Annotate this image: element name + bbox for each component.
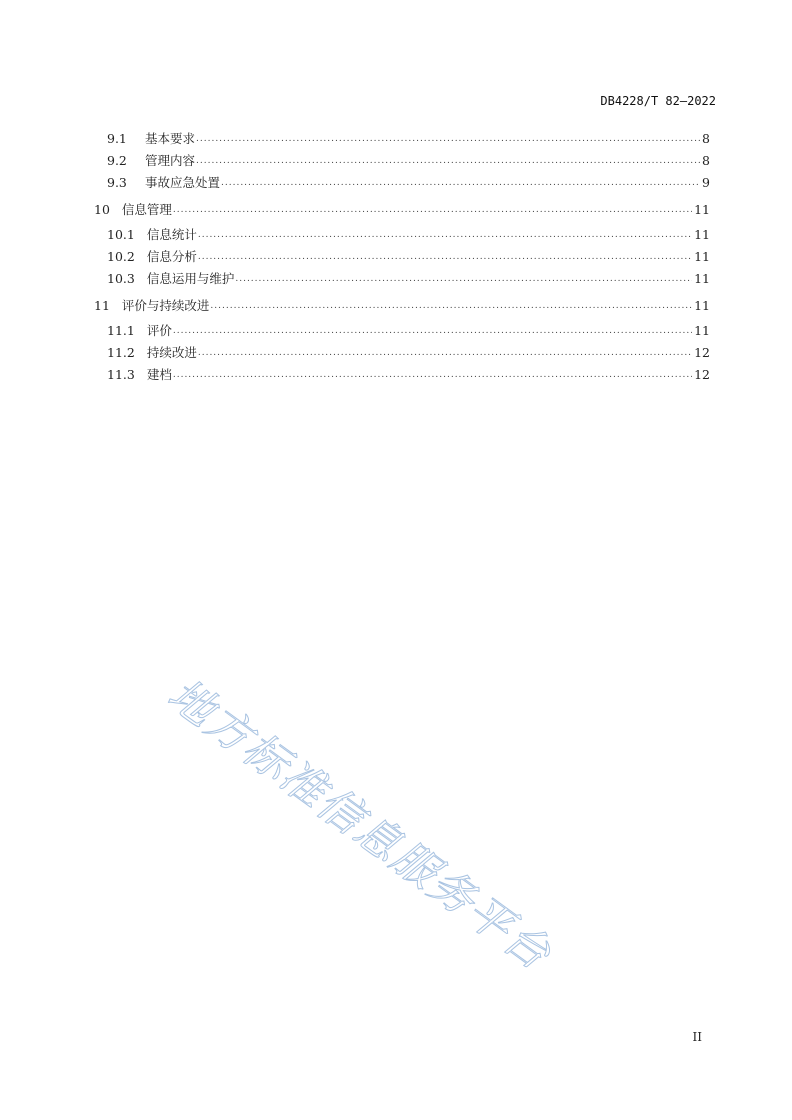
toc-entry-title: 信息统计 — [146, 227, 197, 242]
toc-entry-title: 基本要求 — [145, 131, 196, 146]
toc-leader-dots — [210, 295, 692, 317]
toc-entry-title: 评价与持续改进 — [121, 298, 210, 313]
toc-entry-page: 12 — [694, 345, 710, 360]
toc-leader-dots — [196, 150, 700, 172]
toc-entry-title: 信息管理 — [121, 202, 172, 217]
toc-leader-dots — [173, 199, 692, 221]
toc-entry-page: 11 — [694, 298, 710, 313]
toc-entry-number: 11.1 — [107, 323, 135, 338]
toc-entry-title: 建档 — [146, 367, 172, 382]
toc-entry-number: 11 — [94, 298, 110, 313]
toc-entry-page: 11 — [694, 227, 710, 242]
toc-entry[interactable] — [94, 268, 710, 290]
toc-entry[interactable] — [94, 128, 710, 150]
toc-entry-title: 持续改进 — [146, 345, 197, 360]
toc-entry-number: 9.1 — [107, 131, 127, 146]
toc-leader-dots — [173, 320, 692, 342]
toc-entry-number: 11.2 — [107, 345, 135, 360]
toc-leader-dots — [221, 172, 700, 194]
toc-entry[interactable] — [94, 320, 710, 342]
toc-entry-title: 事故应急处置 — [145, 175, 221, 190]
watermark — [158, 660, 655, 981]
toc-leader-dots — [173, 364, 692, 386]
table-of-contents — [94, 128, 710, 386]
toc-entry-title: 评价 — [146, 323, 172, 338]
toc-entry-number: 9.2 — [107, 153, 127, 168]
toc-entry-number: 11.3 — [107, 367, 135, 382]
toc-entry-page: 8 — [702, 131, 710, 146]
toc-entry-page: 8 — [702, 153, 710, 168]
watermark-text: 地方标准信息服务平台 — [158, 668, 561, 981]
toc-entry-page: 12 — [694, 367, 710, 382]
toc-entry-title: 管理内容 — [145, 153, 196, 168]
toc-entry-title: 信息运用与维护 — [146, 271, 235, 286]
toc-entry-page: 11 — [694, 249, 710, 264]
toc-entry[interactable] — [94, 295, 710, 317]
toc-entry[interactable] — [94, 364, 710, 386]
toc-entry-number: 10 — [94, 202, 110, 217]
toc-entry-number: 9.3 — [107, 175, 127, 190]
toc-entry-page: 11 — [694, 271, 710, 286]
toc-leader-dots — [198, 246, 692, 268]
toc-entry-title: 信息分析 — [146, 249, 197, 264]
toc-entry-page: 11 — [694, 323, 710, 338]
footer-page-number: II — [692, 1030, 702, 1044]
toc-entry[interactable] — [94, 342, 710, 364]
toc-entry[interactable] — [94, 224, 710, 246]
toc-leader-dots — [235, 268, 692, 290]
toc-entry[interactable] — [94, 150, 710, 172]
document-code: DB4228/T 82—2022 — [600, 94, 716, 108]
toc-entry-number: 10.2 — [107, 249, 135, 264]
toc-entry[interactable] — [94, 172, 710, 194]
toc-leader-dots — [196, 128, 700, 150]
toc-entry[interactable] — [94, 199, 710, 221]
toc-entry[interactable] — [94, 246, 710, 268]
toc-entry-number: 10.1 — [107, 227, 135, 242]
toc-entry-number: 10.3 — [107, 271, 135, 286]
toc-entry-page: 11 — [694, 202, 710, 217]
toc-leader-dots — [198, 224, 692, 246]
toc-entry-page: 9 — [702, 175, 710, 190]
toc-leader-dots — [198, 342, 692, 364]
